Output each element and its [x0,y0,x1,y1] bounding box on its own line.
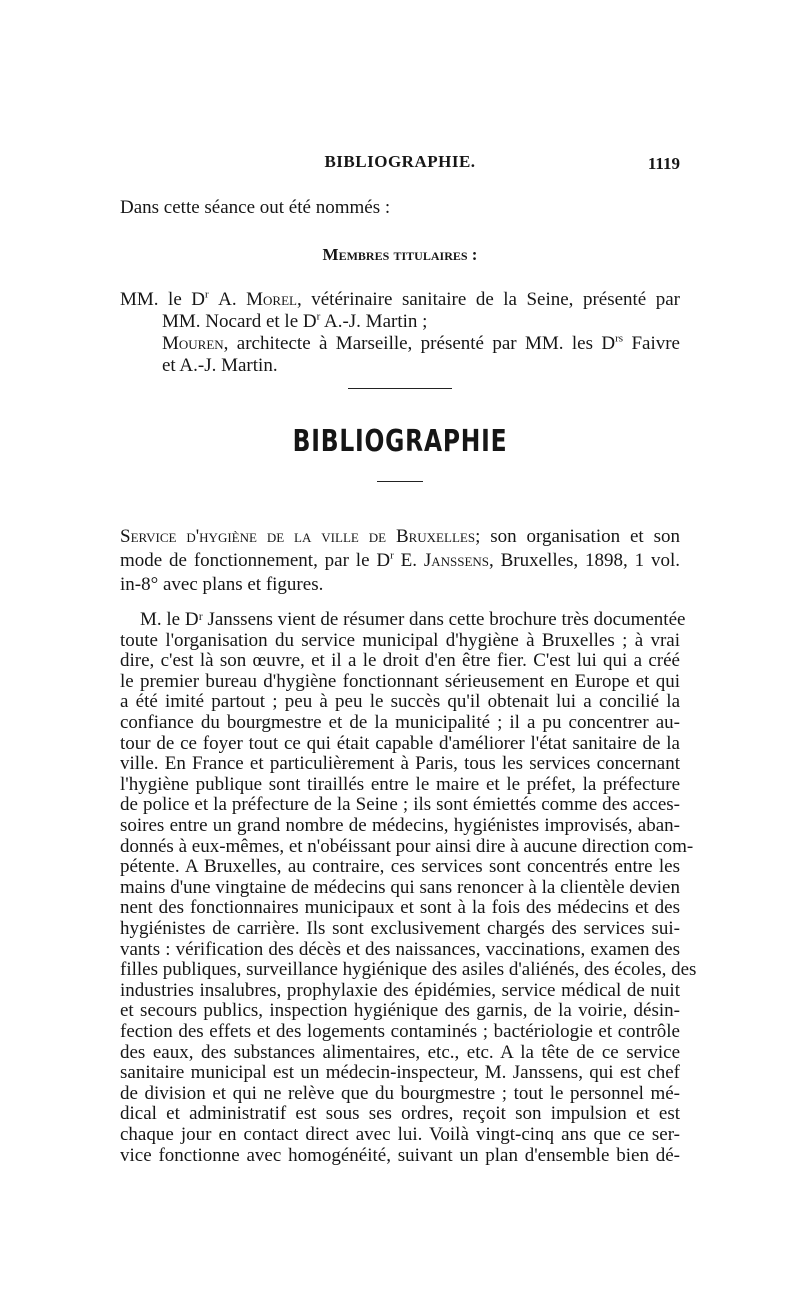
body-line: vants : vérification des décès et des naissances, vaccinations, examen des [120,938,680,960]
body-line: vice fonctionne avec homogénéité, suivant un plan d'ensemble bien dé- [120,1144,680,1166]
body-line: fection des effets et des logements contaminés ; bactériologie et contrôle [120,1021,680,1042]
member-line-3: Mouren, architecte à Marseille, présenté par MM. les $D^{rs}$ Faivre [162,332,680,354]
page-number: 1119 [647,154,680,173]
body-line: toute l'organisation du service municipal d'hygiène à Bruxelles ; à vrai [120,629,680,651]
section-title: BIBLIOGRAPHIE [292,424,508,459]
body-line: industries insalubres, prophylaxie des épidémies, service médical de nuit [120,979,680,1001]
body-line: tour de ce foyer tout ce qui était capable d'améliorer l'état sanitaire de la [120,732,680,754]
body-line: mains d'une vingtaine de médecins qui sans renoncer à la clientèle devien [120,876,680,898]
separator-rule [348,388,452,389]
body-line: et secours publics, inspection hygiénique des garnis, de la voirie, désin- [120,1000,680,1022]
body-line: confiance du bourgmestre et de la municipalité ; il a pu concentrer au- [120,712,680,733]
body-line: hygiénistes de carrière. Ils sont exclusivement chargés des services sui- [120,918,680,939]
intro-line: Dans cette séance out été nommés : [120,197,391,218]
body-line: a été imité partout ; peu à peu le succès qu'il obtenait lui a concilié la [120,691,680,713]
body-line: de police et la préfecture de la Seine ; ils sont émiettés comme des acces- [120,794,680,816]
body-line: donnés à eux-mêmes, et n'obéissant pour ainsi dire à aucune direction com- [120,835,694,857]
member-line-4: et A.-J. Martin. [162,355,278,376]
member-line-1: MM. le $D^r$ A. Morel, vétérinaire sanitaire de la Seine, présenté par [120,288,681,310]
page-header [120,152,680,180]
body-line: filles publiques, surveillance hygiénique des asiles d'aliénés, des écoles, des [120,959,697,981]
body-line: des eaux, des substances alimentaires, etc., etc. A la tête de ce service [120,1041,680,1063]
body-line: sanitaire municipal est un médecin-inspecteur, M. Janssens, qui est chef [120,1062,680,1084]
body-line: dire, c'est là son œuvre, et il a le droit d'en être fier. C'est lui qui a créé [120,650,680,672]
body-line: chaque jour en contact direct avec lui. Voilà vingt-cinq ans que ce ser- [120,1124,680,1145]
body-line: pétente. A Bruxelles, au contraire, ces services sont concentrés entre les [120,856,680,878]
title-rule [377,481,423,482]
body-line: le premier bureau d'hygiène fonctionnant sérieusement en Europe et qui [120,670,680,692]
running-title: BIBLIOGRAPHIE. [324,152,476,171]
body-line: de division et qui ne relève que du bourgmestre ; tout le personnel mé- [120,1082,680,1104]
body-line: soires entre un grand nombre de médecins, hygiénistes improvisés, aban- [120,815,680,836]
body-line: nent des fonctionnaires municipaux et sont à la fois des médecins et des [120,897,680,919]
book-title-line-2: mode de fonctionnement, par le $D^r$ E. Janssens, Bruxelles, 1898, 1 vol. [120,549,681,571]
body-line: l'hygiène publique sont tiraillés entre le maire et le préfet, la préfecture [120,773,680,795]
book-title-line-1: Service d'hygiène de la ville de Bruxelles; son organisation et son [120,526,681,547]
body-line: dical et administratif est sous ses ordres, reçoit son impulsion et est [120,1103,680,1125]
body-line: M. le Dʳ Janssens vient de résumer dans cette brochure très documentée [140,609,686,630]
members-heading: Membres titulaires : [322,245,478,264]
body-line: ville. En France et particulièrement à Paris, tous les services concernant [120,753,680,775]
member-line-2: MM. Nocard et le $D^r$ A.-J. Martin ; [162,310,428,332]
book-title-line-3: in-8° avec plans et figures. [120,574,324,595]
